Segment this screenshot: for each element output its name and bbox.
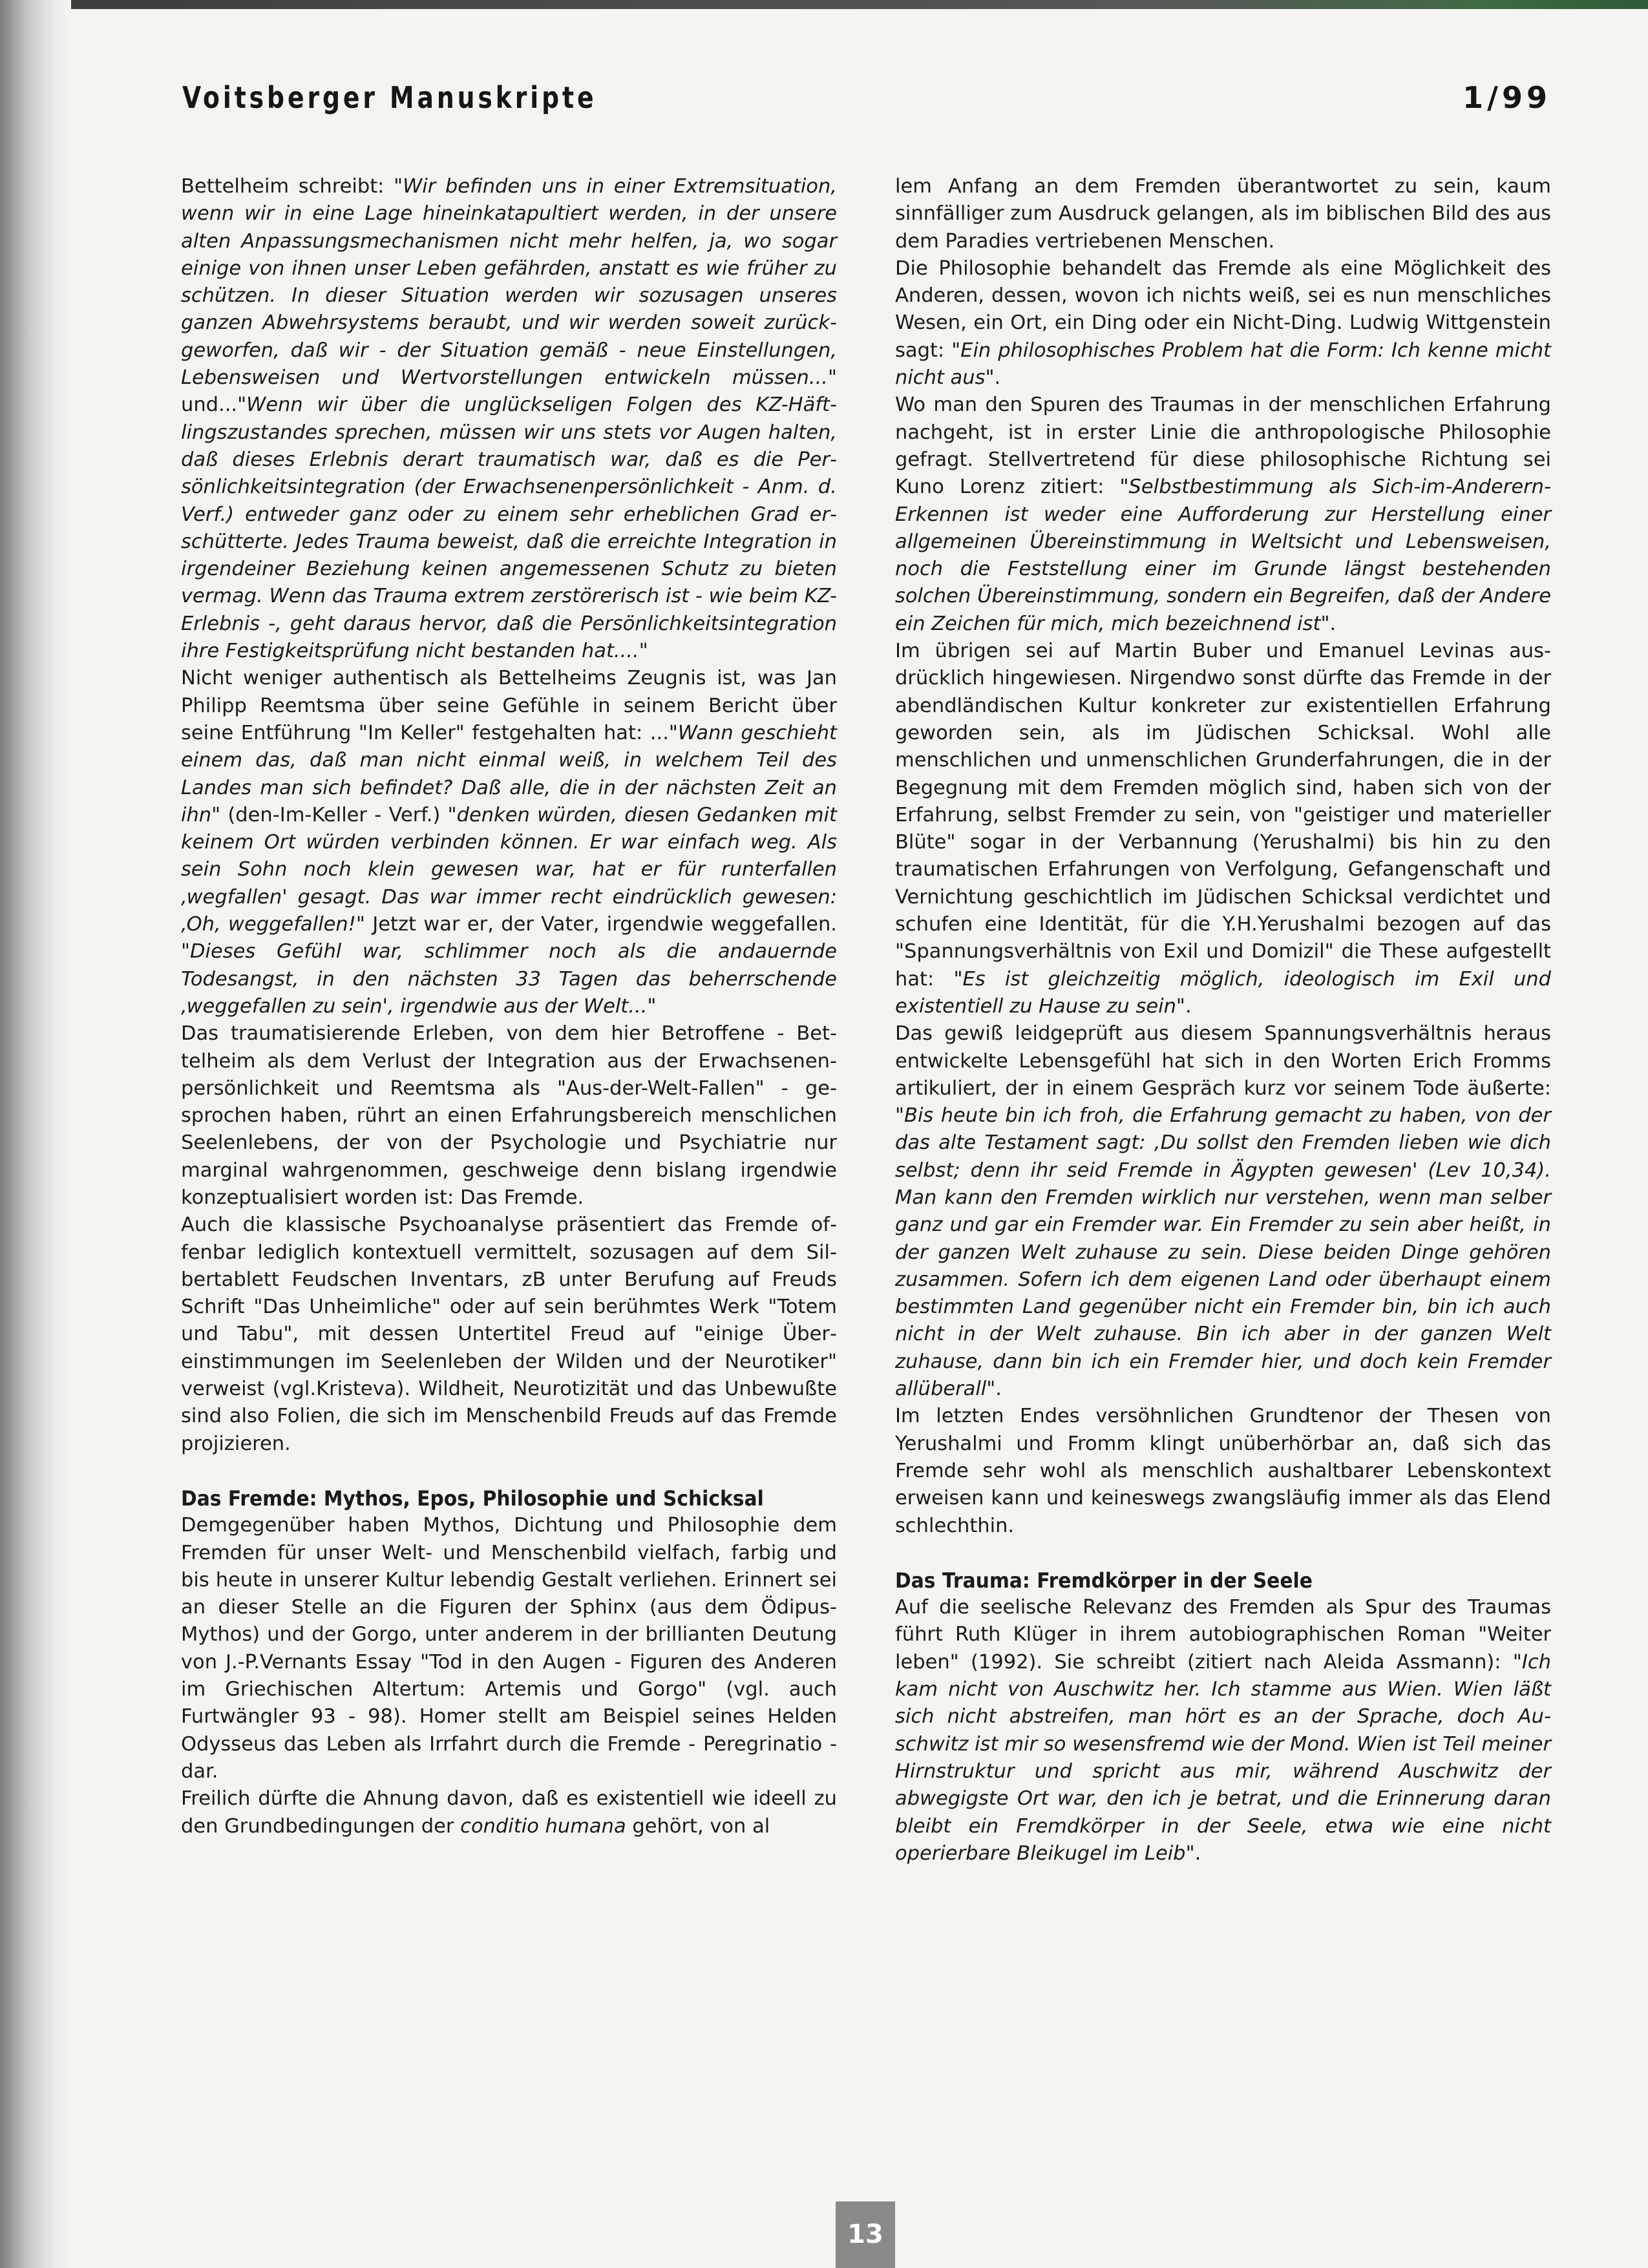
text-run: ". [1320, 612, 1336, 635]
italic-text: Wenn wir über die unglückseligen Folgen des KZ-Häftlingszustandes sprechen, müssen wir uns stets vor Augen halten, daß dieses Erlebnis derart traumatisch war, daß es die Persönlichkeitsintegration (der Erwachsenenpersönlichkeit - Anm. d. Verf.) entweder ganz oder zu einem sehr erheblichen Grad erschütterte. Jedes Trauma beweist, daß die erreichte Integration in irgendeiner Beziehung keinen angemessenen Schutz zu bieten vermag. Wenn das Trauma extrem zerstörerisch ist - wie beim KZ-Erlebnis -, geht daraus hervor, daß die Persönlichkeitsintegration ihre Festigkeitsprüfung nicht bestanden hat...." [181, 394, 837, 663]
text-run: Das traumatisierende Erleben, von dem hier Betroffene - Bettelheim als dem Verlust der Integration aus der Erwachsenenpersönlichkeit und Reemtsma als "Aus-der-Welt-Fallen" - gesprochen haben, rührt an einen Erfahrungsbereich menschlichen Seelenlebens, der von der Psychologie und Psychiatrie nur marginal wahrgenommen, geschweige denn bislang irgendwie konzeptualisiert worden ist: Das Fremde. [181, 1022, 837, 1209]
text-run: ". [1185, 1842, 1201, 1865]
text-run: Auch die klassische Psychoanalyse präsentiert das Fremde offenbar lediglich kontextuell vermittelt, sozusagen auf dem Silbertablett Feudschen Inventars, zB unter Berufung auf Freuds Schrift "Das Unheimliche" oder auf sein berühmtes Werk "Totem und Tabu", mit dessen Untertitel Freud auf "einige Übereinstimmungen im Seelenleben der Wilden und der Neurotiker" verweist (vgl.Kristeva). Wildheit, Neurotizität und das Unbewußte sind also Folien, die sich im Menschenbild Freuds auf das Fremde projizieren. [181, 1213, 837, 1455]
paragraph [895, 255, 1551, 392]
text-run: Im letzten Endes versöhnlichen Grundtenor der Thesen von Yerushalmi und Fromm klingt unüberhörbar an, daß sich das Fremde sehr wohl als menschlich aushaltbarer Lebenskontext erweisen kann und keineswegs zwangsläufig immer als das Elend schlechthin. [895, 1405, 1551, 1537]
section-heading: Das Fremde: Mythos, Epos, Philosophie und Schicksal [181, 1486, 764, 1511]
italic-text: Ein philosophisches Problem hat die Form: Ich kenne micht nicht aus [895, 339, 1551, 390]
text-run: gehört, von al [626, 1814, 770, 1838]
text-run: " Jetzt war er, der Vater, irgendwie weggefallen. " [181, 913, 837, 963]
text-run: ". [985, 366, 1001, 390]
text-run: Bettelheim schreibt: " [181, 175, 403, 198]
text-run: Freilich dürfte die Ahnung davon, daß es existentiell wie ideell zu den Grundbedingungen der [181, 1787, 837, 1838]
journal-title: Voitsberger Manuskripte [182, 80, 597, 115]
section-heading: Das Trauma: Fremdkörper in der Seele [895, 1568, 1313, 1593]
text-run: Nicht weniger authentisch als Bettelheims Zeugnis ist, was Jan Philipp Reemtsma über seine Gefühle in seinem Bericht über seine Entführung "Im Keller" festgehalten hat: ..." [181, 667, 837, 744]
italic-text: Selbstbestimmung als Sich-im-Anderern-Erkennen ist weder eine Aufforderung zur Herstellung einer allgemeinen Übereinstimmung in Weltsicht und Lebensweisen, noch die Feststellung einer im Grunde längst bestehenden solchen Übereinstimmung, sondern ein Begreifen, daß der Andere ein Zeichen für mich, mich bezeichnend ist [895, 476, 1551, 635]
paragraph [181, 1785, 837, 1840]
italic-text: Ich kam nicht von Auschwitz her. Ich stamme aus Wien. Wien läßt sich nicht abstreifen, man hört es an der Sprache, doch Au-schwitz ist mir so wesensfremd wie der Mond. Wien ist Teil meiner Hirnstruktur und spricht aus mir, während Auschwitz der abwegigste Ort war, den ich je betrat, und die Erinnerung daran bleibt ein Fremdkörper in der Seele, etwa wie eine nicht operierbare Bleikugel im Leib [895, 1650, 1551, 1865]
text-run: lem Anfang an dem Fremden überantwortet zu sein, kaum sinnfälliger zum Ausdruck gelangen, als im biblischen Bild des aus dem Paradies vertriebenen Menschen. [895, 175, 1551, 253]
text-run: und..." [181, 394, 247, 417]
text-run: " (den-Im-Keller - Verf.) " [211, 803, 457, 826]
text-run: ". [986, 1378, 1002, 1401]
text-run: Wo man den Spuren des Traumas in der menschlichen Erfahrung nachgeht, ist in erster Linie die anthropologische Philosophie gefragt. Stellvertretend für diese philosophische Richtung sei Kuno Lorenz zitiert: " [895, 394, 1551, 499]
text-run: Auf die seelische Relevanz des Fremden als Spur des Traumas führt Ruth Klüger in ihrem autobiographischen Roman "Weiter leben" (1992). Sie schreibt (zitiert nach Aleida Assmann): " [895, 1596, 1551, 1674]
italic-text: Bis heute bin ich froh, die Erfahrung gemacht zu haben, von der das alte Testament sagt: ‚Du sollst den Fremden lieben wie dich selbst; denn ihr seid Fremde in Ägypten gewesen' (Lev 10,34). Man kann den Fremden wirklich nur verstehen, wenn man selber ganz und gar ein Fremder war. Ein Fremder zu sein aber heißt, in der ganzen Welt zuhause zu sein. Diese beiden Dinge gehören zusammen. Sofern ich dem eigenen Land oder überhaupt einem bestimmten Land gegenüber nicht ein Fremder bin, bin ich auch nicht in der Welt zuhause. Bin ich aber in der ganzen Welt zuhause, dann bin ich ein Fremder hier, und doch kein Fremder allüberall [895, 1104, 1551, 1401]
paragraph [181, 1512, 837, 1785]
left-column [181, 173, 837, 1840]
page-number: 13 [847, 2220, 883, 2249]
page-number-box [836, 2201, 895, 2268]
italic-text: denken würden, diesen Gedanken mit keinem Ort würden verbinden können. Er war einfach weg. Als sein Sohn noch klein gewesen war, hat er für runterfallen ‚wegfallen' gesagt. Das war immer recht eindrücklich gewesen: ‚Oh, weggefallen! [181, 803, 837, 936]
italic-text: Wir befinden uns in einer Extremsituation, wenn wir in eine Lage hineinkatapultiert werden, in der unsere alten Anpassungsmechanismen nicht mehr helfen, ja, wo sogar einige von ihnen unser Leben gefährden, anstatt es wie früher zu schützen. In dieser Situation werden wir sozusagen unseres ganzen Abwehrsystems beraubt, und wir werden soweit zurückgeworfen, daß wir - der Situation gemäß - neue Einstellungen, Lebensweisen und Wertvorstellungen entwickeln müssen..." [181, 175, 837, 390]
italic-text: Es ist gleichzeitig möglich, ideologisch im Exil und existentiell zu Hause zu sein [895, 967, 1551, 1018]
paragraph [895, 392, 1551, 638]
paragraph [895, 1594, 1551, 1867]
paragraph [895, 173, 1551, 255]
text-run: Im übrigen sei auf Martin Buber und Emanuel Levinas ausdrücklich hingewiesen. Nirgendwo sonst dürfte das Fremde in der abendländischen Kultur konkreter zur existentiellen Erfahrung geworden sein, als im Jüdischen Schicksal. Wohl alle menschlichen und unmenschlichen Grunderfahrungen, die in der Begegnung mit dem Fremden möglich sind, haben sich von der Erfahrung, selbst Fremder zu sein, von "geistiger und materieller Blüte" sogar in der Verbannung (Yerushalmi) bis hin zu den traumatischen Erfahrungen von Verfolgung, Gefangenschaft und Vernichtung geschichtlich im Jüdischen Schicksal verdichtet und schufen eine Identität, für die Y.H.Yerushalmi bezogen auf das "Spannungsverhältnis von Exil und Domizil" die These aufgestellt hat: " [895, 640, 1551, 991]
paragraph [181, 665, 837, 1020]
italic-text: conditio humana [460, 1814, 626, 1838]
text-run: Demgegenüber haben Mythos, Dichtung und Philosophie dem Fremden für unser Welt- und Menschenbild vielfach, farbig und bis heute in unserer Kultur lebendig Gestalt verliehen. Erinnert sei an dieser Stelle an die Figuren der Sphinx (aus dem Ödipus-Mythos) und der Gorgo, unter anderem in der brillianten Deutung von J.-P.Vernants Essay "Tod in den Augen - Figuren des Anderen im Griechischen Altertum: Artemis und Gorgo" (vgl. auch Furtwängler 93 - 98). Homer stellt am Beispiel seines Helden Odysseus das Leben als Irrfahrt durch die Fremde - Peregrinatio - dar. [181, 1514, 837, 1783]
page-header [182, 80, 1551, 125]
italic-text: Wann geschieht einem das, daß man nicht einmal weiß, in welchem Teil des Landes man sich befindet? Daß alle, die in der nächsten Zeit an ihn [181, 721, 837, 826]
paragraph [895, 1403, 1551, 1539]
scan-top-edge [0, 0, 1648, 9]
binding-shadow [0, 0, 71, 2268]
text-run: ". [1176, 994, 1192, 1018]
paragraph [181, 173, 837, 665]
paragraph [895, 638, 1551, 1020]
italic-text: Dieses Gefühl war, schlimmer noch als die andauernde Todesangst, in den nächsten 33 Tagen das beherrschende ‚weggefallen zu sein', irgendwie aus der Welt..." [181, 940, 837, 1018]
issue-number: 1/99 [1463, 80, 1551, 115]
paragraph [181, 1212, 837, 1458]
paragraph [181, 1020, 837, 1212]
text-run: Die Philosophie behandelt das Fremde als eine Möglichkeit des Anderen, dessen, wovon ich nichts weiß, sei es nun menschliches Wesen, ein Ort, ein Ding oder ein Nicht-Ding. Ludwig Wittgenstein sagt: " [895, 257, 1551, 362]
text-run: Das gewiß leidgeprüft aus diesem Spannungsverhältnis heraus entwickelte Lebensgefühl hat sich in den Worten Erich Fromms artikuliert, der in einem Gespräch kurz vor seinem Tode äußerte: " [895, 1022, 1551, 1128]
right-column [895, 173, 1551, 1867]
paragraph [895, 1020, 1551, 1403]
